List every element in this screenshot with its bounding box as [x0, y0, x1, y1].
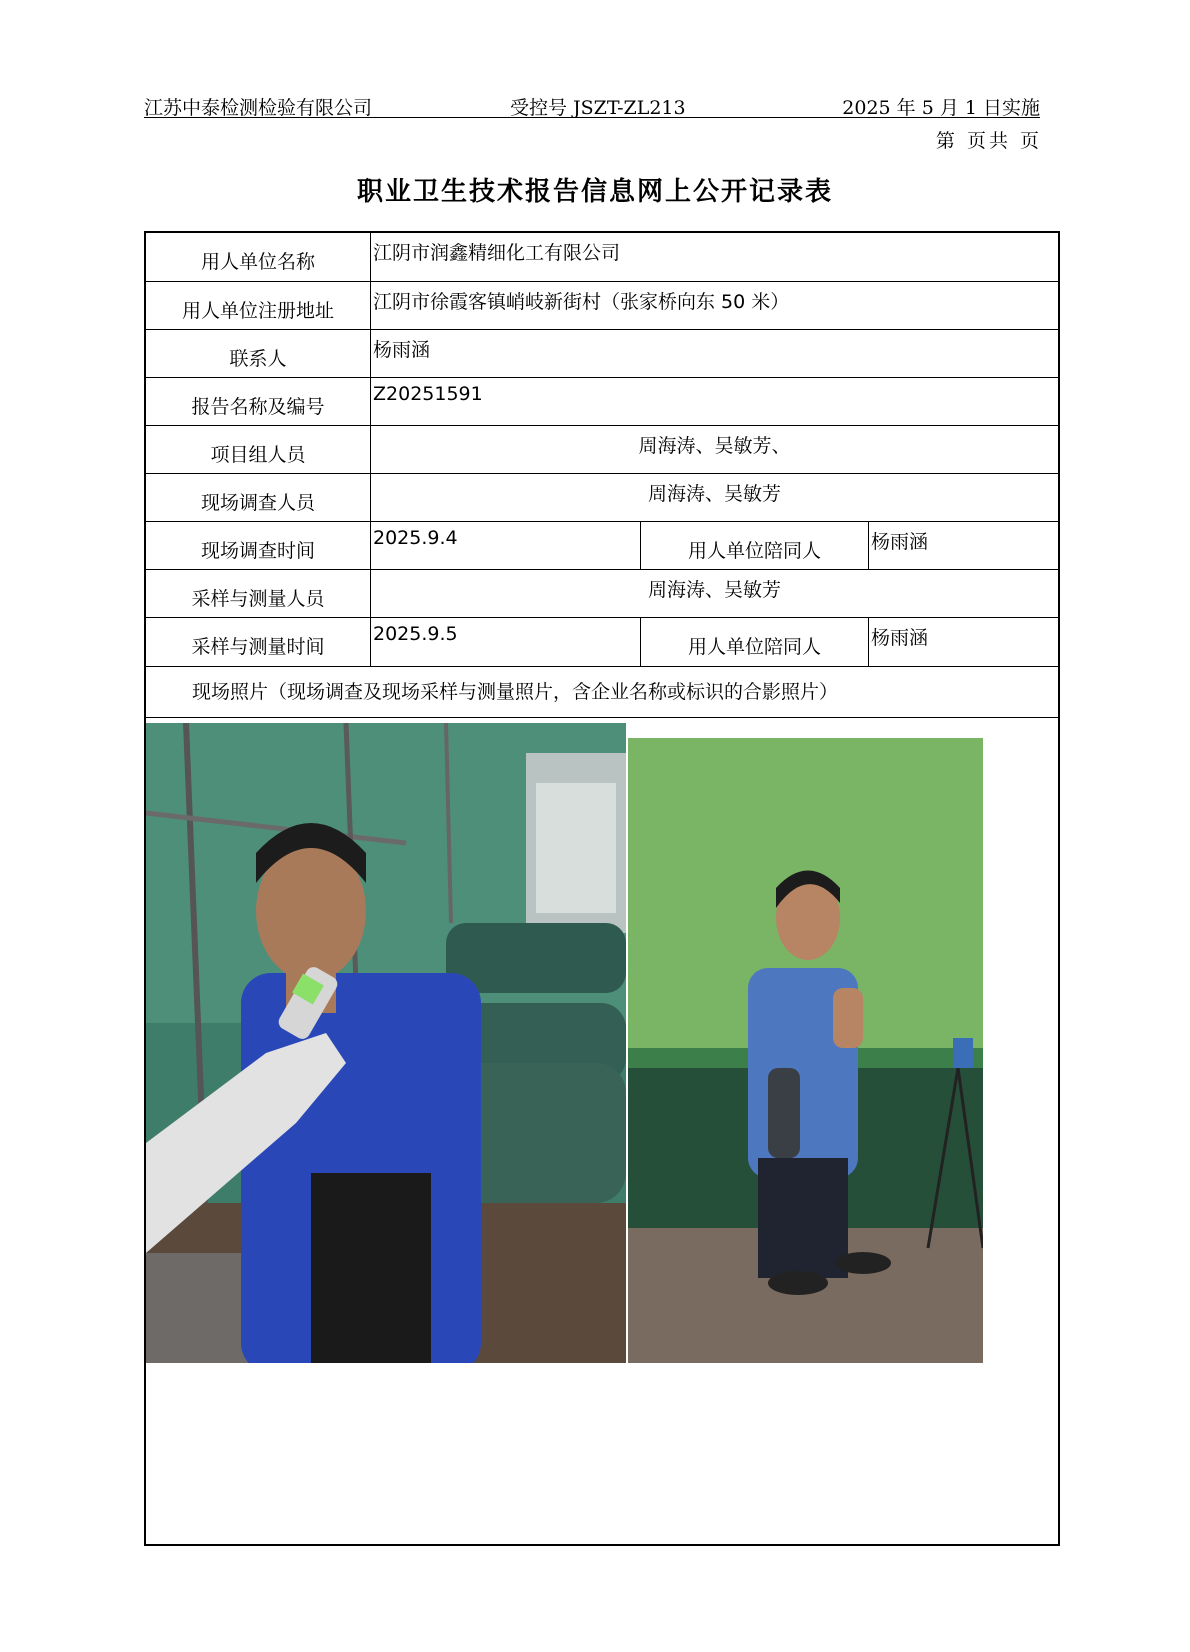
- row-survey-staff: [146, 474, 1058, 522]
- sampling-accompany-label: 用人单位陪同人: [640, 618, 868, 666]
- sampling-accompany-value: 杨雨涵: [868, 618, 1058, 666]
- row-sampling-time: [146, 618, 1058, 667]
- row-employer-address: [146, 282, 1058, 330]
- row-photos-header: [146, 667, 1058, 718]
- survey-accompany-label: 用人单位陪同人: [640, 522, 868, 569]
- survey-time-label: 现场调查时间: [200, 540, 315, 562]
- site-photo-worker-by-wall: [628, 738, 983, 1363]
- document-title: 职业卫生技术报告信息网上公开记录表: [356, 177, 833, 207]
- photos-area: [146, 723, 1058, 1544]
- row-survey-time: [146, 522, 1058, 570]
- employer-name-label: 用人单位名称: [200, 251, 315, 273]
- employer-name-value: 江阴市润鑫精细化工有限公司: [370, 233, 1058, 281]
- employer-address-label: 用人单位注册地址: [181, 300, 334, 322]
- contact-value: 杨雨涵: [370, 330, 1058, 377]
- page-info: 第 页共 页: [935, 130, 1042, 152]
- header-effective-date: 2025 年 5 月 1 日实施: [842, 97, 1040, 119]
- project-team-value: 周海涛、吴敏芳、: [370, 426, 1058, 473]
- sampling-time-label: 采样与测量时间: [191, 636, 325, 658]
- photo-noise-measurement-image: [146, 723, 626, 1363]
- report-number-value: Z20251591: [370, 378, 1058, 425]
- survey-staff-label: 现场调查人员: [200, 492, 315, 514]
- survey-accompany-value: 杨雨涵: [868, 522, 1058, 569]
- sampling-staff-label: 采样与测量人员: [191, 588, 325, 610]
- row-report-number: [146, 378, 1058, 426]
- row-contact: [146, 330, 1058, 378]
- sampling-time-value: 2025.9.5: [370, 618, 640, 666]
- report-number-label: 报告名称及编号: [191, 396, 325, 418]
- header-control-number: 受控号 JSZT-ZL213: [510, 97, 686, 119]
- sampling-staff-value: 周海涛、吴敏芳: [370, 570, 1058, 617]
- photo-worker-by-wall-image: [628, 738, 983, 1363]
- contact-label: 联系人: [229, 348, 287, 370]
- survey-time-value: 2025.9.4: [370, 522, 640, 569]
- row-sampling-staff: [146, 570, 1058, 618]
- document-header: [144, 91, 1040, 118]
- project-team-label: 项目组人员: [210, 444, 306, 466]
- row-employer-name: [146, 233, 1058, 282]
- survey-staff-value: 周海涛、吴敏芳: [370, 474, 1058, 521]
- photos-header: 现场照片（现场调查及现场采样与测量照片，含企业名称或标识的合影照片）: [192, 681, 839, 703]
- row-project-team: [146, 426, 1058, 474]
- employer-address-value: 江阴市徐霞客镇峭岐新街村（张家桥向东 50 米）: [370, 282, 1058, 329]
- header-company: 江苏中泰检测检验有限公司: [144, 97, 373, 119]
- site-photo-noise-measurement: [146, 723, 626, 1363]
- record-table: [144, 231, 1060, 1546]
